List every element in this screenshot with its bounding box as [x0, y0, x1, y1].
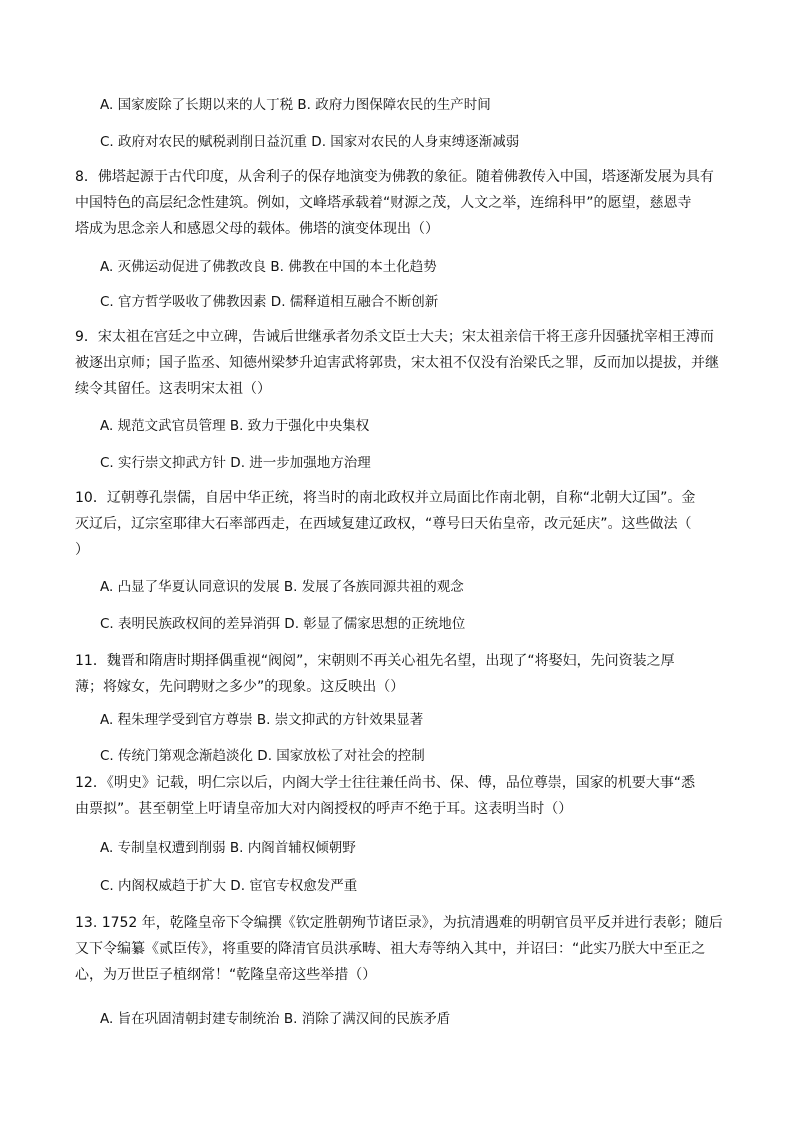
question-10-options-ab: A. 凸显了华夏认同意识的发展 B. 发展了各族同源共祖的观念 — [100, 579, 464, 595]
question-11-options-ab: A. 程朱理学受到官方尊崇 B. 崇文抑武的方针效果显著 — [100, 712, 424, 728]
question-9-stem-line: 续令其留任。这表明宋太祖（） — [75, 381, 271, 397]
question-9-stem-line: 9．宋太祖在宫廷之中立碑，告诫后世继承者勿杀文臣士大夫；宋太祖亲信干将王彦升因骚扰宰相王溥而 — [75, 329, 714, 345]
question-8-stem-line: 中国特色的高层纪念性建筑。例如，文峰塔承载着“财源之茂，人文之举，连绵科甲”的愿望，慈恩寺 — [75, 195, 692, 211]
question-8-options-cd: C. 官方哲学吸收了佛教因素 D. 儒释道相互融合不断创新 — [100, 294, 439, 310]
question-13-options-ab: A. 旨在巩固清朝封建专制统治 B. 消除了满汉间的民族矛盾 — [100, 1011, 451, 1027]
question-13-stem-line: 13. 1752 年，乾隆皇帝下令编撰《钦定胜朝殉节诸臣录》，为抗清遇难的明朝官员平反并进行表彰；随后 — [75, 915, 723, 931]
question-12-stem — [75, 770, 715, 822]
question-7-options-ab: A. 国家废除了长期以来的人丁税 B. 政府力图保障农民的生产时间 — [100, 97, 491, 113]
question-8-stem-line: 8．佛塔起源于古代印度，从舍利子的保存地演变为佛教的象征。随着佛教传入中国，塔逐渐发展为具有 — [75, 169, 714, 185]
question-13-stem-line: 心，为万世臣子植纲常！“乾隆皇帝这些举措（） — [75, 967, 377, 983]
question-13-stem — [75, 910, 723, 988]
question-12-options-cd: C. 内阁权威趋于扩大 D. 宦官专权愈发严重 — [100, 878, 358, 894]
question-12-options-ab: A. 专制皇权遭到削弱 B. 内阁首辅权倾朝野 — [100, 840, 356, 856]
question-10-stem-line: 灭辽后，辽宗室耶律大石率部西走，在西域复建辽政权，“尊号曰天佑皇帝，改元延庆”。这些做法（ — [75, 516, 692, 532]
question-8-stem-line: 塔成为思念亲人和感恩父母的载体。佛塔的演变体现出（） — [75, 221, 439, 237]
question-11-stem — [75, 648, 715, 700]
question-8-stem — [75, 164, 715, 242]
question-9-stem-line: 被逐出京师；国子监丞、知德州梁梦升迫害武将郭贵，宋太祖不仅没有治梁氏之罪，反而加以提拔，并继 — [75, 355, 719, 371]
question-11-options-cd: C. 传统门第观念渐趋淡化 D. 国家放松了对社会的控制 — [100, 748, 425, 764]
question-13-stem-line: 又下令编纂《贰臣传》，将重要的降清官员洪承畴、祖大寿等纳入其中，并诏曰：“此实乃朕大中至正之 — [75, 941, 706, 957]
question-10-stem-line: 10．辽朝尊孔崇儒，自居中华正统，将当时的南北政权并立局面比作南北朝，自称“北朝大辽国”。金 — [75, 490, 696, 506]
question-11-stem-line: 薄；将嫁女，先问聘财之多少”的现象。这反映出（） — [75, 679, 405, 695]
question-8-options-ab: A. 灭佛运动促进了佛教改良 B. 佛教在中国的本土化趋势 — [100, 259, 437, 275]
question-12-stem-line: 12．《明史》记载，明仁宗以后，内阁大学士往往兼任尚书、保、傅，品位尊崇，国家的机要大事“悉 — [75, 775, 696, 791]
question-9-options-cd: C. 实行崇文抑武方针 D. 进一步加强地方治理 — [100, 455, 371, 471]
question-10-options-cd: C. 表明民族政权间的差异消弭 D. 彰显了儒家思想的正统地位 — [100, 616, 466, 632]
question-12-stem-line: 由票拟”。甚至朝堂上吁请皇帝加大对内阁授权的呼声不绝于耳。这表明当时（） — [75, 801, 573, 817]
question-11-stem-line: 11．魏晋和隋唐时期择偶重视“阀阅”，宋朝则不再关心祖先名望，出现了“将娶妇，先问资装之厚 — [75, 653, 675, 669]
question-10-stem — [75, 485, 715, 563]
question-9-stem — [75, 324, 719, 402]
question-9-options-ab: A. 规范文武官员管理 B. 致力于强化中央集权 — [100, 418, 370, 434]
question-10-stem-line: ） — [75, 542, 89, 558]
question-7-options-cd: C. 政府对农民的赋税剥削日益沉重 D. 国家对农民的人身束缚逐渐减弱 — [100, 134, 520, 150]
